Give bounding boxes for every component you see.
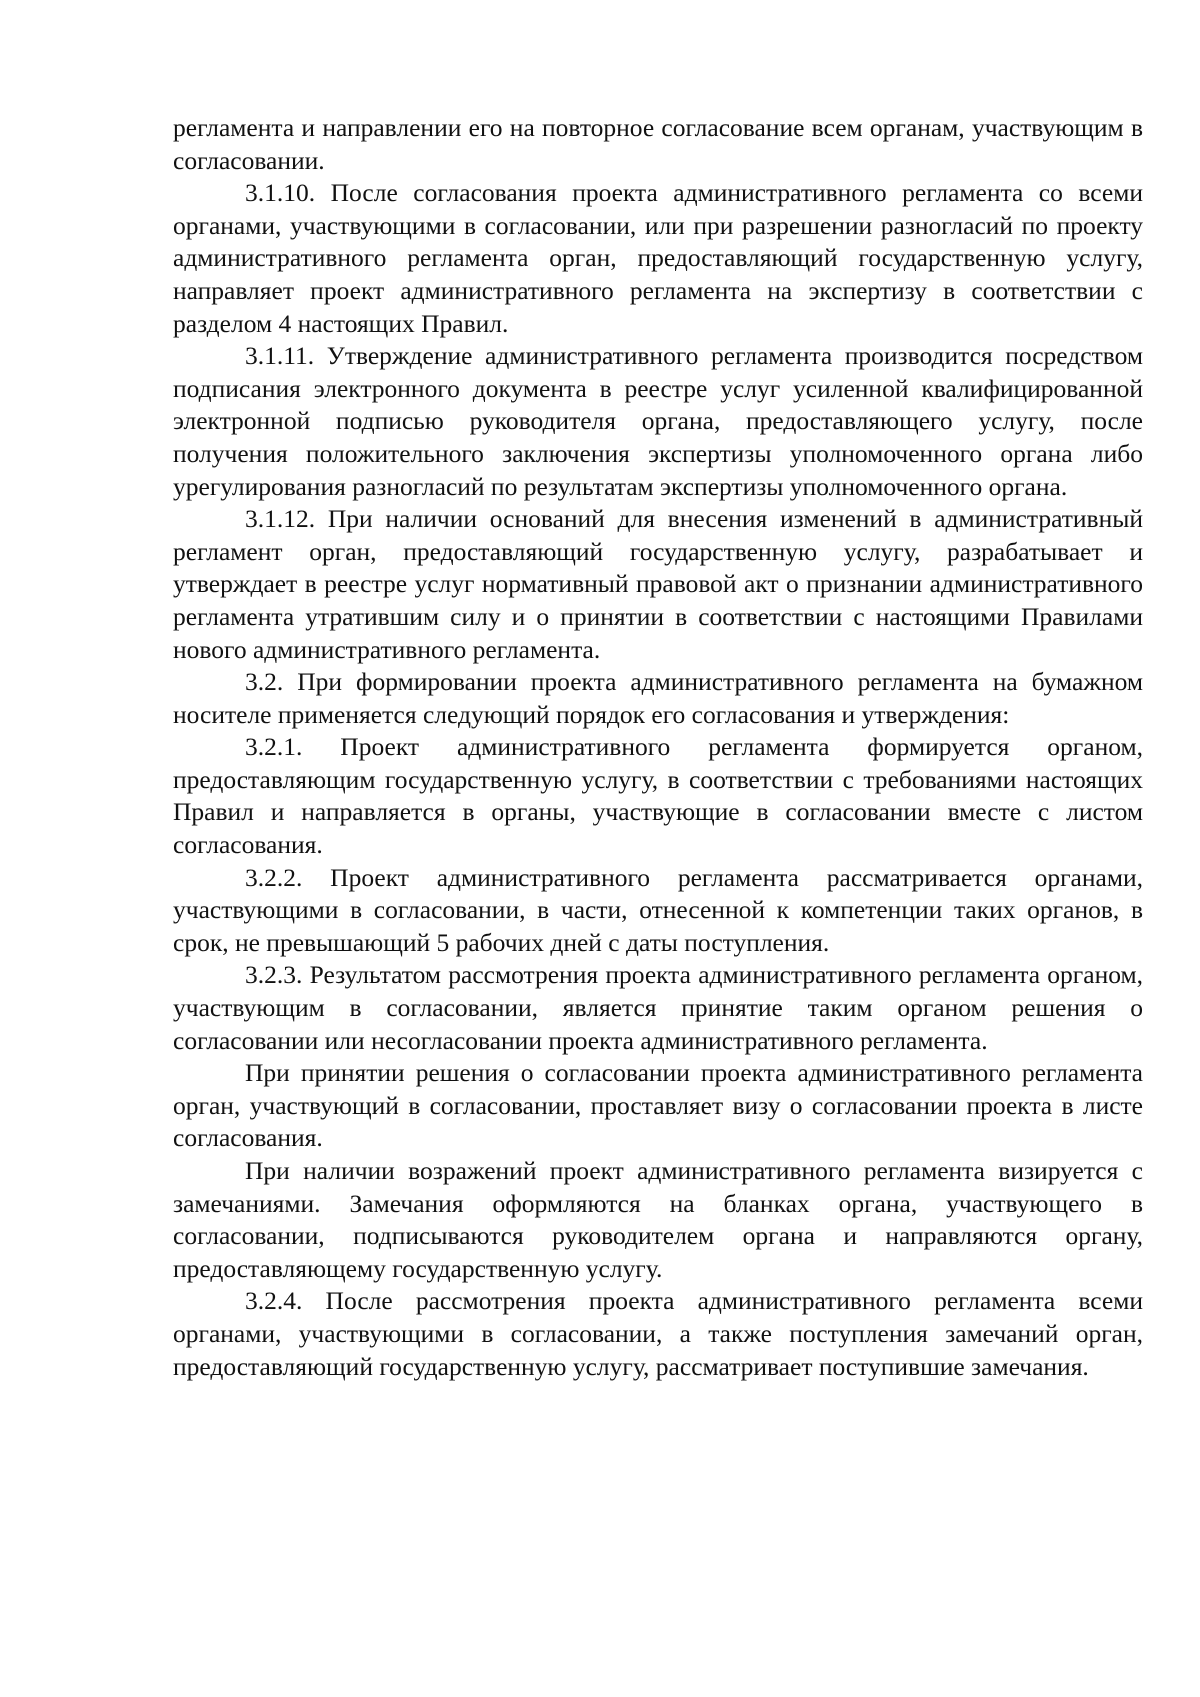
paragraph-objections: При наличии возражений проект административного регламента визируется с замечаниями. Замечания оформляются на бланках органа, участвующего в согласовании, подписываются руководителем органа и направляются органу, предоставляющему государственную услугу. — [173, 1156, 1143, 1283]
paragraph-approval-decision: При принятии решения о согласовании проекта административного регламента орган, участвующий в согласовании, проставляет визу о согласовании проекта в листе согласования. — [173, 1058, 1143, 1153]
paragraph-3-1-12: 3.1.12. При наличии оснований для внесения изменений в административный регламент орган, предоставляющий государственную услугу, разрабатывает и утверждает в реестре услуг нормативный правовой акт о признании административного регламента утратившим силу и о принятии в соответствии с настоящими Правилами нового административного регламента. — [173, 504, 1143, 664]
paragraph-3-2-2: 3.2.2. Проект административного регламента рассматривается органами, участвующими в согласовании, в части, отнесенной к компетенции таких органов, в срок, не превышающий 5 рабочих дней с даты поступления. — [173, 862, 1143, 957]
paragraph-3-2-4: 3.2.4. После рассмотрения проекта административного регламента всеми органами, участвующими в согласовании, а также поступления замечаний орган, предоставляющий государственную услугу, рассматривает поступившие замечания. — [173, 1286, 1143, 1381]
paragraph-continuation: регламента и направлении его на повторное согласование всем органам, участвующим в согласовании. — [173, 113, 1143, 175]
paragraph-3-1-10: 3.1.10. После согласования проекта административного регламента со всеми органами, участвующими в согласовании, или при разрешении разногласий по проекту административного регламента орган, предоставляющий государственную услугу, направляет проект административного регламента на экспертизу в соответствии с разделом 4 настоящих Правил. — [173, 178, 1143, 338]
paragraph-3-2-3: 3.2.3. Результатом рассмотрения проекта административного регламента органом, участвующим в согласовании, является принятие таким органом решения о согласовании или несогласовании проекта административного регламента. — [173, 960, 1143, 1055]
paragraph-3-2-1: 3.2.1. Проект административного регламента формируется органом, предоставляющим государственную услугу, в соответствии с требованиями настоящих Правил и направляется в органы, участвующие в согласовании вместе с листом согласования. — [173, 732, 1143, 860]
paragraph-3-1-11: 3.1.11. Утверждение административного регламента производится посредством подписания электронного документа в реестре услуг усиленной квалифицированной электронной подписью руководителя органа, предоставляющего услугу, после получения положительного заключения экспертизы уполномоченного органа либо урегулирования разногласий по результатам экспертизы уполномоченного органа. — [173, 341, 1143, 501]
paragraph-3-2: 3.2. При формировании проекта административного регламента на бумажном носителе применяется следующий порядок его согласования и утверждения: — [173, 667, 1143, 729]
document-body — [173, 112, 1143, 1383]
